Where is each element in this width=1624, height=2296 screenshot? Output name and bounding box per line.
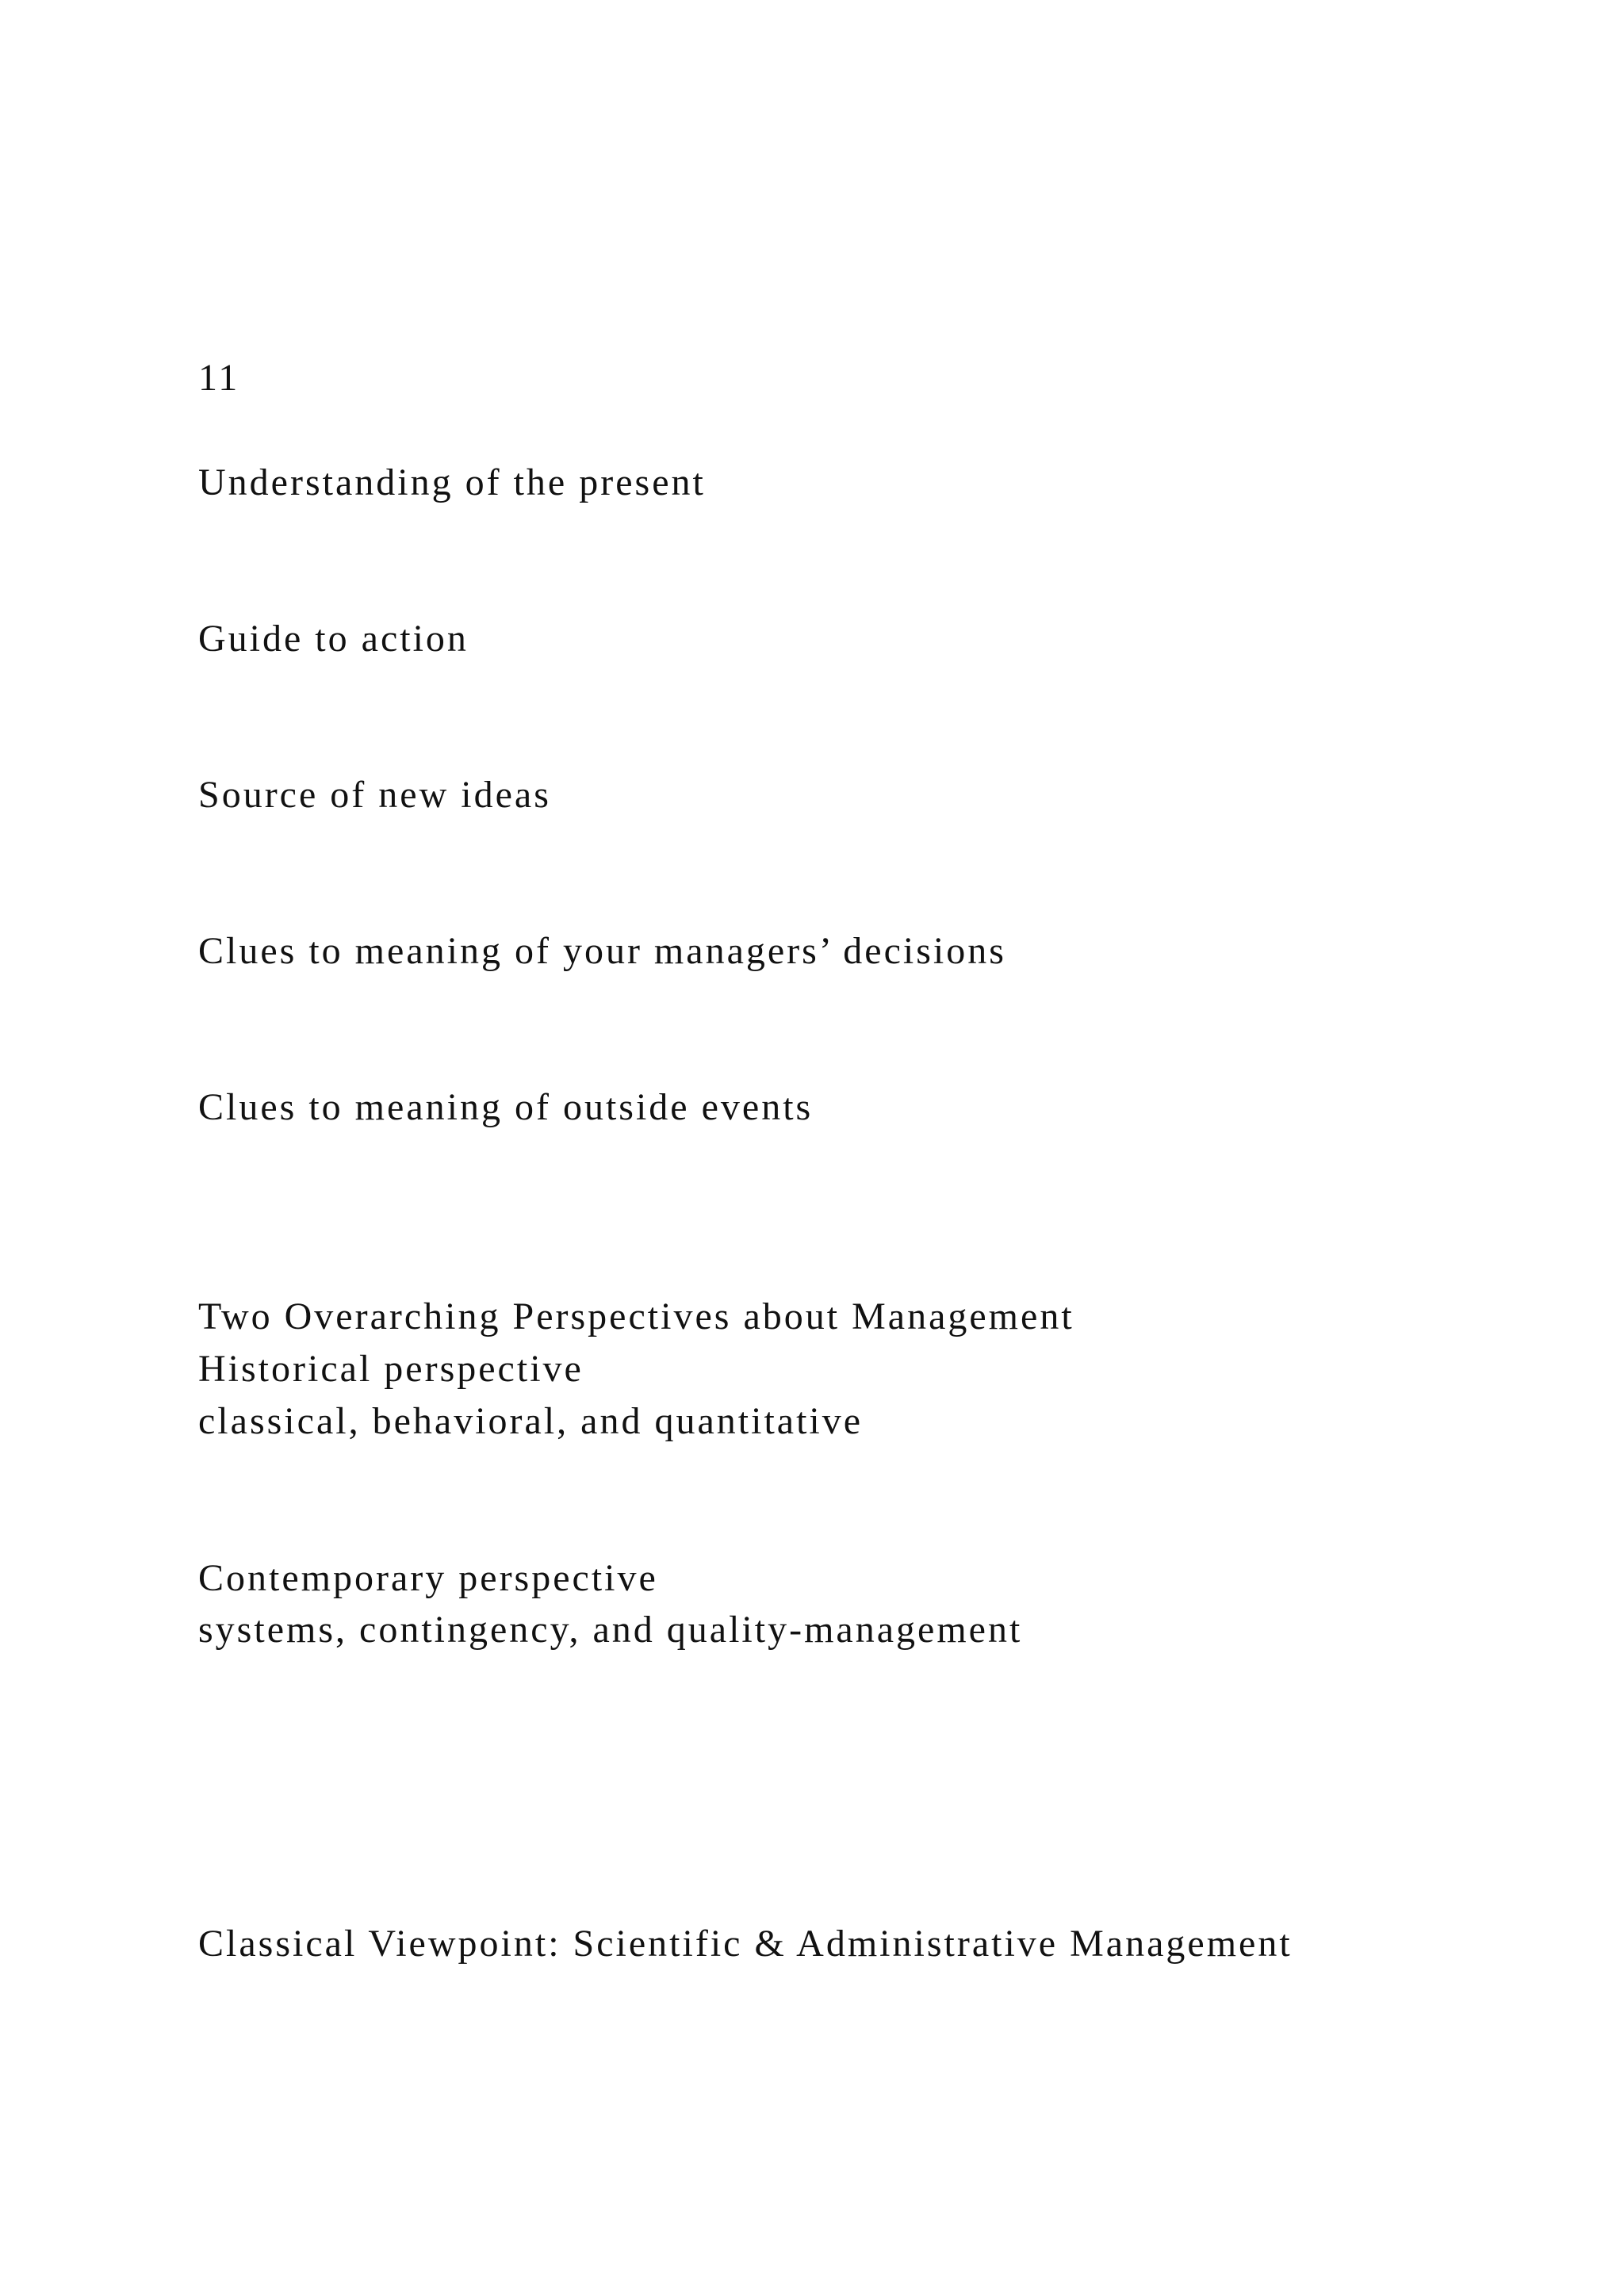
text-line-source: Source of new ideas [198, 774, 551, 816]
perspectives-title: Two Overarching Perspectives about Management [198, 1295, 1074, 1337]
text-line-understanding: Understanding of the present [198, 461, 706, 503]
text-line-guide: Guide to action [198, 618, 469, 660]
text-line-outside-events: Clues to meaning of outside events [198, 1086, 814, 1128]
section-heading: Classical Viewpoint: Scientific & Administrative Management [198, 1923, 1293, 1965]
historical-heading: Historical perspective [198, 1348, 584, 1390]
contemporary-detail: systems, contingency, and quality-management [198, 1609, 1023, 1651]
page-number: 11 [198, 357, 240, 399]
historical-detail: classical, behavioral, and quantitative [198, 1400, 864, 1442]
text-line-managers-decisions: Clues to meaning of your managers’ decisions [198, 930, 1006, 972]
contemporary-heading: Contemporary perspective [198, 1557, 658, 1599]
